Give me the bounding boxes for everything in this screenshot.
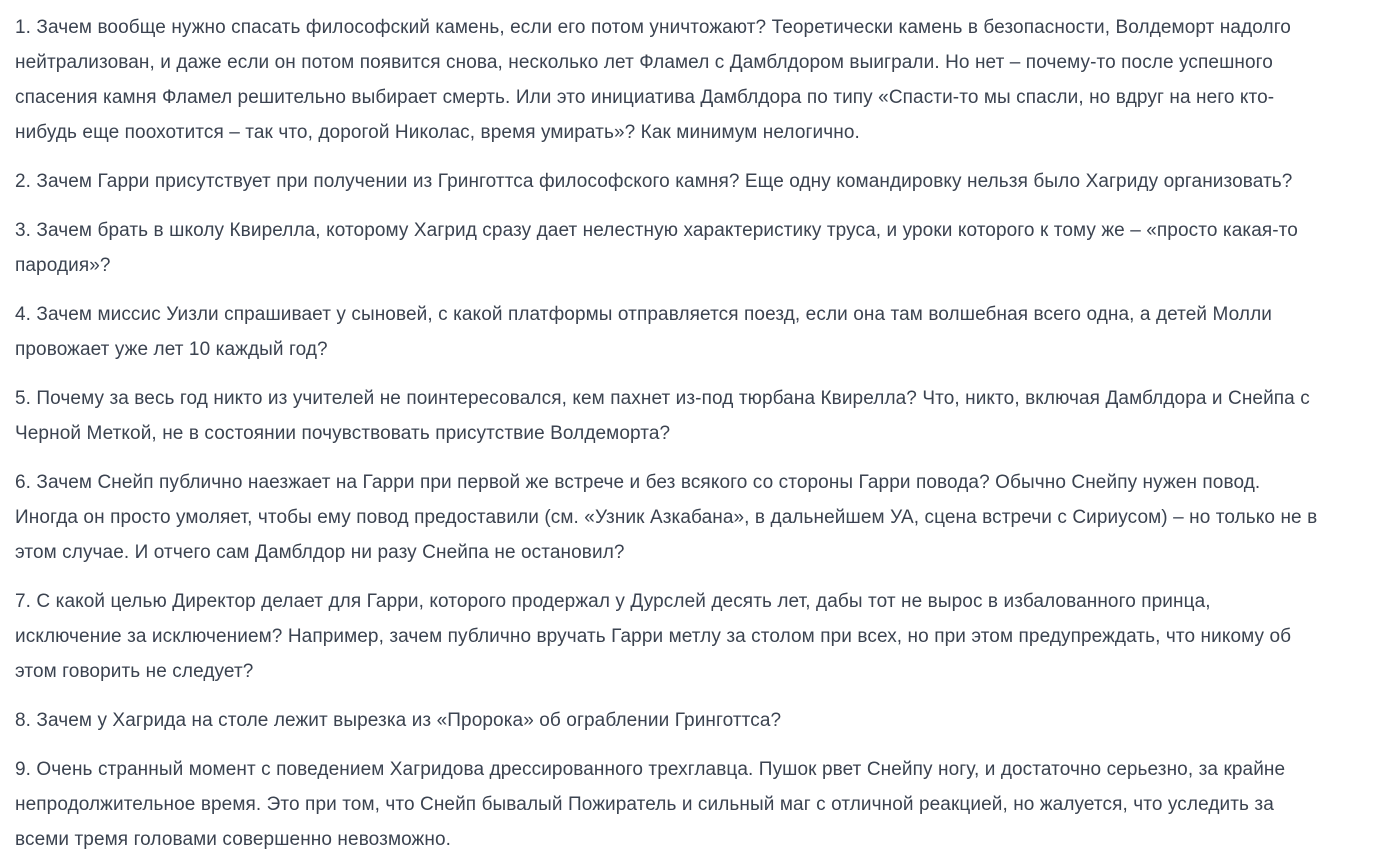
text-line: нейтрализован, и даже если он потом появится снова, несколько лет Фламел с Дамблдором выиграли. Но нет – почему-то после успешного (15, 52, 1273, 73)
text-line: нибудь еще поохотится – так что, дорогой Николас, время умирать»? Как минимум нелогично. (15, 122, 860, 143)
text-line: 7. С какой целью Директор делает для Гарри, которого продержал у Дурслей десять лет, дабы тот не вырос в избалованного принца, (15, 591, 1211, 612)
text-line: Иногда он просто умоляет, чтобы ему повод предоставили (см. «Узник Азкабана», в дальнейшем УА, сцена встречи с Сириусом) – но только не в (15, 507, 1318, 528)
text-line: 9. Очень странный момент с поведением Хагридова дрессированного трехглавца. Пушок рвет Снейпу ногу, и достаточно серьезно, за крайне (15, 759, 1286, 780)
text-line: спасения камня Фламел решительно выбирает смерть. Или это инициатива Дамблдора по типу «Спасти-то мы спасли, но вдруг на него кто- (15, 87, 1275, 108)
text-line: провожает уже лет 10 каждый год? (15, 339, 328, 360)
paragraph-question-9 (15, 752, 1384, 857)
paragraph-question-3 (15, 213, 1384, 283)
text-line: непродолжительное время. Это при том, что Снейп бывалый Пожиратель и сильный маг с отличной реакцией, но жалуется, что уследить за (15, 794, 1274, 815)
text-line: 3. Зачем брать в школу Квирелла, которому Хагрид сразу дает нелестную характеристику труса, и уроки которого к тому же – «просто какая-то (15, 220, 1298, 241)
paragraph-question-2 (15, 164, 1384, 199)
text-line: исключение за исключением? Например, зачем публично вручать Гарри метлу за столом при всех, но при этом предупреждать, что никому об (15, 626, 1292, 647)
text-line: этом говорить не следует? (15, 661, 254, 682)
text-line: 8. Зачем у Хагрида на столе лежит вырезка из «Пророка» об ограблении Гринготтса? (15, 710, 782, 731)
text-line: 4. Зачем миссис Уизли спрашивает у сыновей, с какой платформы отправляется поезд, если она там волшебная всего одна, а детей Молли (15, 304, 1272, 325)
text-line: этом случае. И отчего сам Дамблдор ни разу Снейпа не остановил? (15, 542, 625, 563)
text-line: 5. Почему за весь год никто из учителей не поинтересовался, кем пахнет из-под тюрбана Квирелла? Что, никто, включая Дамблдора и Снейпа с (15, 388, 1310, 409)
paragraph-question-8 (15, 703, 1384, 738)
paragraph-question-5 (15, 381, 1384, 451)
text-line: Черной Меткой, не в состоянии почувствовать присутствие Волдеморта? (15, 423, 671, 444)
text-line: пародия»? (15, 255, 111, 276)
paragraph-question-1 (15, 10, 1384, 150)
paragraph-question-7 (15, 584, 1384, 689)
paragraph-question-4 (15, 297, 1384, 367)
text-line: 6. Зачем Снейп публично наезжает на Гарри при первой же встрече и без всякого со стороны Гарри повода? Обычно Снейпу нужен повод. (15, 472, 1261, 493)
paragraph-question-6 (15, 465, 1384, 570)
text-line: всеми тремя головами совершенно невозможно. (15, 829, 452, 850)
text-line: 1. Зачем вообще нужно спасать философский камень, если его потом уничтожают? Теоретически камень в безопасности, Волдеморт надолго (15, 17, 1291, 38)
text-line: 2. Зачем Гарри присутствует при получении из Гринготтса философского камня? Еще одну командировку нельзя было Хагриду организовать? (15, 171, 1293, 192)
